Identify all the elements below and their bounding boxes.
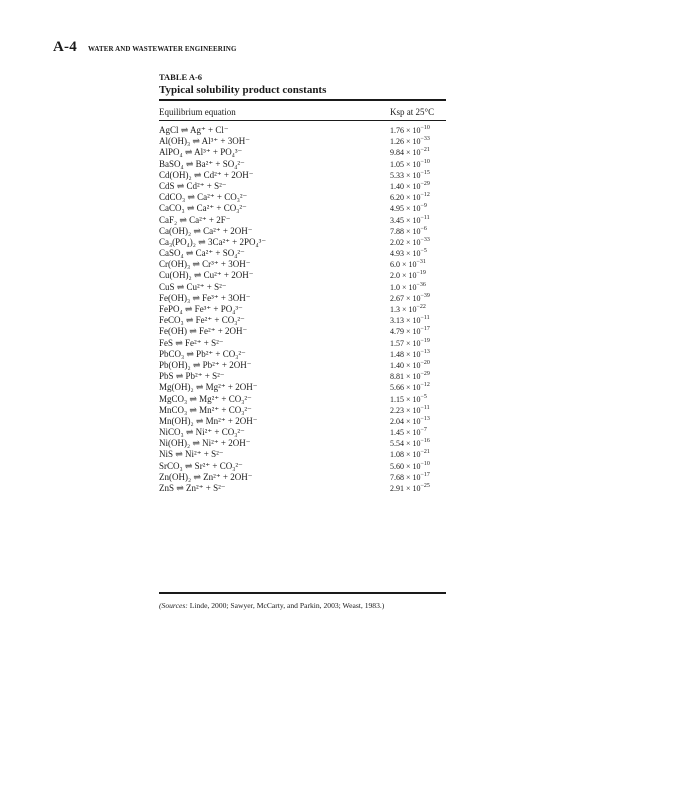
table-header-rule: [159, 120, 446, 121]
table-row: [159, 461, 446, 472]
ksp-exponent: −29: [420, 180, 430, 187]
ksp-mantissa: 1.45 × 10: [390, 428, 421, 438]
table-row: [159, 349, 446, 360]
table-sources: [159, 601, 384, 610]
equilibrium-equation: Ca₃(PO₄)₂ ⇌ 3Ca²⁺ + 2PO₄³⁻: [159, 236, 267, 247]
ksp-exponent: −29: [420, 371, 430, 378]
equilibrium-equation: Mg(OH)₂ ⇌ Mg²⁺ + 2OH⁻: [159, 382, 258, 393]
ksp-exponent: −31: [416, 259, 426, 266]
ksp-mantissa: 2.91 × 10: [390, 484, 421, 493]
ksp-exponent: −17: [420, 471, 430, 478]
table-row: [159, 226, 446, 237]
ksp-exponent: −12: [420, 382, 430, 389]
table-row: [159, 203, 446, 214]
ksp-exponent: −21: [420, 147, 430, 154]
table-row: [159, 449, 446, 460]
equilibrium-equation: CdS ⇌ Cd²⁺ + S²⁻: [159, 180, 227, 191]
equilibrium-equation: Cu(OH)₂ ⇌ Cu²⁺ + 2OH⁻: [159, 270, 254, 281]
equilibrium-equation: Cr(OH)₃ ⇌ Cr³⁺ + 3OH⁻: [159, 259, 251, 270]
table-title: Typical solubility product constants: [159, 84, 327, 96]
equilibrium-equation: ZnS ⇌ Zn²⁺ + S²⁻: [159, 483, 226, 493]
ksp-mantissa: 1.0 × 10: [390, 282, 417, 292]
equilibrium-equation: PbS ⇌ Pb²⁺ + S²⁻: [159, 371, 225, 382]
ksp-exponent: −22: [416, 304, 426, 310]
equilibrium-equation: BaSO₄ ⇌ Ba²⁺ + SO₄²⁻: [159, 158, 245, 169]
ksp-mantissa: 1.3 × 10: [390, 305, 417, 314]
ksp-exponent: −7: [420, 427, 427, 434]
ksp-mantissa: 9.84 × 10: [390, 148, 421, 158]
table-bottom-rule: [159, 592, 446, 594]
ksp-exponent: −39: [420, 292, 430, 299]
equilibrium-equation: MnCO₃ ⇌ Mn²⁺ + CO₃²⁻: [159, 404, 252, 415]
ksp-exponent: −15: [420, 169, 430, 176]
ksp-exponent: −10: [420, 158, 430, 165]
table-body: [159, 125, 446, 494]
ksp-exponent: −33: [420, 236, 430, 243]
equilibrium-equation: Al(OH)₃ ⇌ Al³⁺ + 3OH⁻: [159, 136, 250, 147]
ksp-mantissa: 1.48 × 10: [390, 349, 421, 359]
ksp-exponent: −13: [420, 415, 430, 422]
ksp-mantissa: 5.54 × 10: [390, 439, 421, 449]
ksp-mantissa: 6.20 × 10: [390, 193, 421, 203]
ksp-mantissa: 8.81 × 10: [390, 372, 421, 382]
ksp-mantissa: 4.93 × 10: [390, 249, 421, 259]
ksp-mantissa: 2.67 × 10: [390, 293, 421, 303]
equilibrium-equation: Mn(OH)₂ ⇌ Mn²⁺ + 2OH⁻: [159, 415, 258, 426]
ksp-mantissa: 1.08 × 10: [390, 450, 421, 460]
ksp-exponent: −12: [420, 192, 430, 199]
equilibrium-equation: FeCO₃ ⇌ Fe²⁺ + CO₃²⁻: [159, 315, 245, 326]
ksp-mantissa: 6.0 × 10: [390, 260, 417, 270]
ksp-mantissa: 5.33 × 10: [390, 170, 421, 180]
table-row: [159, 360, 446, 371]
table-row: [159, 248, 446, 259]
table-row: [159, 382, 446, 393]
table-row: [159, 282, 446, 293]
equilibrium-equation: NiCO₃ ⇌ Ni²⁺ + CO₃²⁻: [159, 427, 245, 438]
equilibrium-equation: NiS ⇌ Ni²⁺ + S²⁻: [159, 449, 224, 460]
ksp-exponent: −33: [420, 136, 430, 143]
ksp-mantissa: 2.23 × 10: [390, 405, 421, 415]
table-row: [159, 192, 446, 203]
table-label: TABLE A-6: [159, 72, 203, 82]
ksp-mantissa: 7.68 × 10: [390, 472, 421, 482]
table-row: [159, 483, 446, 494]
equilibrium-equation: Cd(OH)₂ ⇌ Cd²⁺ + 2OH⁻: [159, 169, 254, 180]
table-row: [159, 159, 446, 170]
equilibrium-equation: CaCO₃ ⇌ Ca²⁺ + CO₃²⁻: [159, 203, 247, 214]
equilibrium-equation: Ni(OH)₂ ⇌ Ni²⁺ + 2OH⁻: [159, 438, 251, 449]
equilibrium-equation: FePO₄ ⇌ Fe³⁺ + PO₄³⁻: [159, 304, 243, 314]
ksp-exponent: −10: [420, 125, 430, 131]
ksp-mantissa: 1.57 × 10: [390, 338, 421, 348]
ksp-exponent: −21: [420, 449, 430, 456]
ksp-exponent: −19: [416, 270, 426, 277]
equilibrium-equation: CaSO₄ ⇌ Ca²⁺ + SO₄²⁻: [159, 248, 245, 259]
equilibrium-equation: Fe(OH) ⇌ Fe²⁺ + 2OH⁻: [159, 326, 248, 337]
sources-lead: (Sources:: [159, 601, 188, 610]
ksp-exponent: −17: [420, 326, 430, 333]
equilibrium-equation: AgCl ⇌ Ag⁺ + Cl⁻: [159, 125, 229, 135]
ksp-exponent: −5: [420, 393, 427, 400]
equilibrium-equation: CdCO₃ ⇌ Ca²⁺ + CO₃²⁻: [159, 192, 248, 203]
ksp-exponent: −11: [420, 315, 430, 322]
ksp-exponent: −9: [420, 203, 427, 210]
table-row: [159, 416, 446, 427]
table-row: [159, 326, 446, 337]
equilibrium-equation: MgCO₃ ⇌ Mg²⁺ + CO₃²⁻: [159, 393, 252, 404]
ksp-mantissa: 1.40 × 10: [390, 181, 421, 191]
ksp-exponent: −10: [420, 460, 430, 467]
equilibrium-equation: Ca(OH)₂ ⇌ Ca²⁺ + 2OH⁻: [159, 225, 253, 236]
ksp-mantissa: 2.02 × 10: [390, 237, 421, 247]
column-header-equation: Equilibrium equation: [159, 107, 236, 117]
table-row: [159, 405, 446, 416]
ksp-mantissa: 2.0 × 10: [390, 271, 417, 281]
running-head: WATER AND WASTEWATER ENGINEERING: [88, 45, 237, 53]
table-row: [159, 215, 446, 226]
ksp-mantissa: 5.66 × 10: [390, 383, 421, 393]
equilibrium-equation: PbCO₃ ⇌ Pb²⁺ + CO₃²⁻: [159, 348, 246, 359]
table-row: [159, 438, 446, 449]
sources-text: Linde, 2000; Sawyer, McCarty, and Parkin, 2003; Weast, 1983.): [187, 601, 385, 610]
ksp-mantissa: 1.40 × 10: [390, 360, 421, 370]
ksp-exponent: −16: [420, 438, 430, 445]
table-row: [159, 371, 446, 382]
table-row: [159, 293, 446, 304]
table-row: [159, 427, 446, 438]
table-row: [159, 125, 446, 136]
ksp-exponent: −19: [420, 337, 430, 344]
table-row: [159, 304, 446, 315]
table-row: [159, 237, 446, 248]
ksp-mantissa: 1.15 × 10: [390, 394, 421, 404]
ksp-mantissa: 1.05 × 10: [390, 159, 421, 169]
equilibrium-equation: FeS ⇌ Fe²⁺ + S²⁻: [159, 337, 224, 348]
ksp-mantissa: 1.26 × 10: [390, 137, 421, 147]
equilibrium-equation: CuS ⇌ Cu²⁺ + S²⁻: [159, 281, 227, 292]
equilibrium-equation: Fe(OH)₃ ⇌ Fe³⁺ + 3OH⁻: [159, 292, 251, 303]
ksp-exponent: −5: [420, 248, 427, 255]
ksp-exponent: −36: [416, 281, 426, 288]
table-row: [159, 259, 446, 270]
ksp-exponent: −20: [420, 359, 430, 366]
ksp-value: [390, 483, 430, 496]
table-row: [159, 181, 446, 192]
table-top-rule: [159, 99, 446, 101]
equilibrium-equation: AlPO₄ ⇌ Al³⁺ + PO₄³⁻: [159, 147, 243, 158]
ksp-mantissa: 5.60 × 10: [390, 461, 421, 471]
table-row: [159, 315, 446, 326]
equilibrium-equation: Zn(OH)₂ ⇌ Zn²⁺ + 2OH⁻: [159, 471, 253, 482]
ksp-mantissa: 1.76 × 10: [390, 126, 421, 135]
ksp-mantissa: 2.04 × 10: [390, 416, 421, 426]
equilibrium-equation: Pb(OH)₂ ⇌ Pb²⁺ + 2OH⁻: [159, 359, 252, 370]
table-row: [159, 170, 446, 181]
table-row: [159, 338, 446, 349]
ksp-exponent: −13: [420, 348, 430, 355]
table-row: [159, 136, 446, 147]
ksp-exponent: −11: [420, 214, 430, 221]
ksp-exponent: −11: [420, 404, 430, 411]
ksp-mantissa: 7.88 × 10: [390, 226, 421, 236]
table-row: [159, 147, 446, 158]
ksp-mantissa: 3.13 × 10: [390, 316, 421, 326]
table-row: [159, 270, 446, 281]
ksp-exponent: −25: [420, 483, 430, 489]
table-row: [159, 472, 446, 483]
ksp-mantissa: 3.45 × 10: [390, 215, 421, 225]
equilibrium-equation: SrCO₃ ⇌ Sr²⁺ + CO₃²⁻: [159, 460, 243, 471]
ksp-mantissa: 4.95 × 10: [390, 204, 421, 214]
ksp-exponent: −6: [420, 225, 427, 232]
ksp-mantissa: 4.79 × 10: [390, 327, 421, 337]
equilibrium-equation: CaF₂ ⇌ Ca²⁺ + 2F⁻: [159, 214, 231, 225]
table-row: [159, 394, 446, 405]
column-header-ksp: Ksp at 25°C: [390, 107, 435, 117]
page-number: A-4: [53, 39, 77, 55]
